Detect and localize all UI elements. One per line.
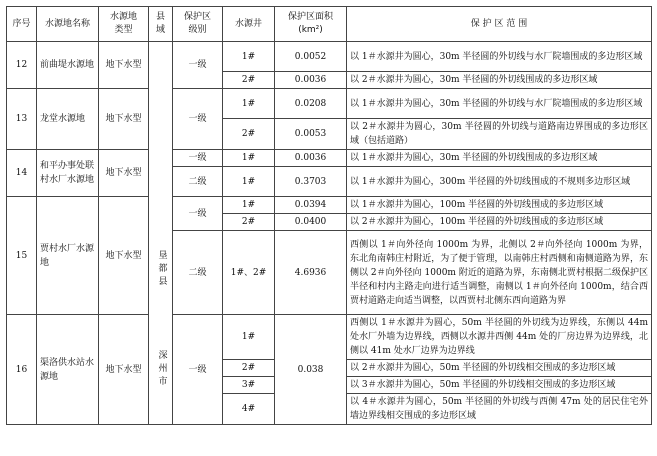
well-id: 2#	[223, 360, 275, 377]
scope-text: 以 3＃水源井为圆心，50m 半径圆的外切线相交围成的多边形区域	[347, 377, 652, 394]
scope-text: 以 2＃水源井为圆心，30m 半径圆的外切线围成的多边形区域	[347, 72, 652, 89]
county-label-shenzhou: 深 州 市	[158, 351, 168, 387]
source-name: 贾村水厂水源地	[37, 197, 99, 315]
source-type: 地下水型	[99, 315, 149, 425]
row-seq: 14	[7, 150, 37, 197]
source-type: 地下水型	[99, 89, 149, 150]
header-seq: 序号	[7, 7, 37, 42]
area-value: 0.0208	[275, 89, 347, 119]
source-name: 和平办事处联村水厂水源地	[37, 150, 99, 197]
area-value: 4.6936	[275, 231, 347, 315]
area-value: 0.0036	[275, 72, 347, 89]
header-name: 水源地名称	[37, 7, 99, 42]
protection-level: 二级	[173, 167, 223, 197]
scope-text: 以 1＃水源井为圆心，100m 半径圆的外切线围成的多边形区域	[347, 197, 652, 214]
scope-text: 以 2＃水源井为圆心，50m 半径圆的外切线相交围成的多边形区域	[347, 360, 652, 377]
table-row	[7, 315, 652, 360]
header-row	[7, 7, 652, 42]
well-id: 2#	[223, 72, 275, 89]
header-type: 水源地 类型	[99, 7, 149, 42]
area-value: 0.0394	[275, 197, 347, 214]
row-seq: 13	[7, 89, 37, 150]
header-level: 保护区 级别	[173, 7, 223, 42]
protection-level: 二级	[173, 231, 223, 315]
well-id: 4#	[223, 394, 275, 425]
table-row	[7, 150, 652, 167]
row-seq: 16	[7, 315, 37, 425]
scope-text: 西侧以 1＃向外径向 1000m 为界，北侧以 2＃向外径向 1000m 为界，东北角南韩庄村附近，为了便于管理，以南韩庄村西侧和南侧道路为界，东侧以 2＃向外径向 1000m 附近的道路为界，东南侧北贾村根据二级保护区半径和村内主路走向进行适当调整，南侧以 1＃向外径向 1000m，结合西贾村道路走向适当调整，以西贾村北侧东西向道路为界	[347, 231, 652, 315]
protection-zone-table	[6, 6, 652, 425]
table-row	[7, 42, 652, 72]
protection-level: 一级	[173, 42, 223, 89]
scope-text: 以 1＃水源井为圆心，30m 半径圆的外切线与水厂院墙围成的多边形区域	[347, 42, 652, 72]
scope-text: 以 1＃水源井为圆心，30m 半径圆的外切线与水厂院墙围成的多边形区域	[347, 89, 652, 119]
well-id: 1#	[223, 197, 275, 214]
county-label-kendu: 垦 都 县	[158, 251, 168, 287]
header-area: 保护区面积 (km²)	[275, 7, 347, 42]
area-value: 0.038	[275, 315, 347, 425]
scope-text: 以 1＃水源井为圆心，300m 半径圆的外切线围成的不规则多边形区域	[347, 167, 652, 197]
protection-level: 一级	[173, 315, 223, 425]
well-id: 1#	[223, 315, 275, 360]
scope-text: 以 4＃水源井为圆心，50m 半径圆的外切线与西侧 47m 处的居民住宅外墙边界线相交围成的多边形区域	[347, 394, 652, 425]
source-name: 前曲堤水源地	[37, 42, 99, 89]
source-type: 地下水型	[99, 42, 149, 89]
header-scope: 保 护 区 范 围	[347, 7, 652, 42]
area-value: 0.0400	[275, 214, 347, 231]
source-type: 地下水型	[99, 150, 149, 197]
header-well: 水源井	[223, 7, 275, 42]
source-name: 渠洛供水站水源地	[37, 315, 99, 425]
well-id: 2#	[223, 119, 275, 150]
area-value: 0.3703	[275, 167, 347, 197]
scope-text: 以 2＃水源井为圆心，30m 半径圆的外切线与道路南边界围成的多边形区域（包括道路）	[347, 119, 652, 150]
well-id: 3#	[223, 377, 275, 394]
area-value: 0.0052	[275, 42, 347, 72]
area-value: 0.0053	[275, 119, 347, 150]
well-id: 2#	[223, 214, 275, 231]
scope-text: 西侧以 1＃水源井为圆心，50m 半径圆的外切线为边界线，东侧以 44m 处水厂外墙为边界线，西侧以水源井西侧 44m 处的厂房边界为边界线，北侧以 41m 处水厂边界为边界线	[347, 315, 652, 360]
source-name: 龙堂水源地	[37, 89, 99, 150]
table-row	[7, 89, 652, 119]
well-id: 1#	[223, 167, 275, 197]
source-type: 地下水型	[99, 197, 149, 315]
area-value: 0.0036	[275, 150, 347, 167]
well-id: 1#	[223, 89, 275, 119]
protection-level: 一级	[173, 197, 223, 231]
table-row	[7, 197, 652, 214]
protection-level: 一级	[173, 150, 223, 167]
well-id: 1#	[223, 42, 275, 72]
row-seq: 15	[7, 197, 37, 315]
well-id: 1#	[223, 150, 275, 167]
well-id: 1#、2#	[223, 231, 275, 315]
header-county: 县域	[149, 7, 173, 42]
protection-level: 一级	[173, 89, 223, 150]
scope-text: 以 1＃水源井为圆心，30m 半径圆的外切线围成的多边形区域	[347, 150, 652, 167]
row-seq: 12	[7, 42, 37, 89]
scope-text: 以 2＃水源井为圆心，100m 半径圆的外切线围成的多边形区域	[347, 214, 652, 231]
